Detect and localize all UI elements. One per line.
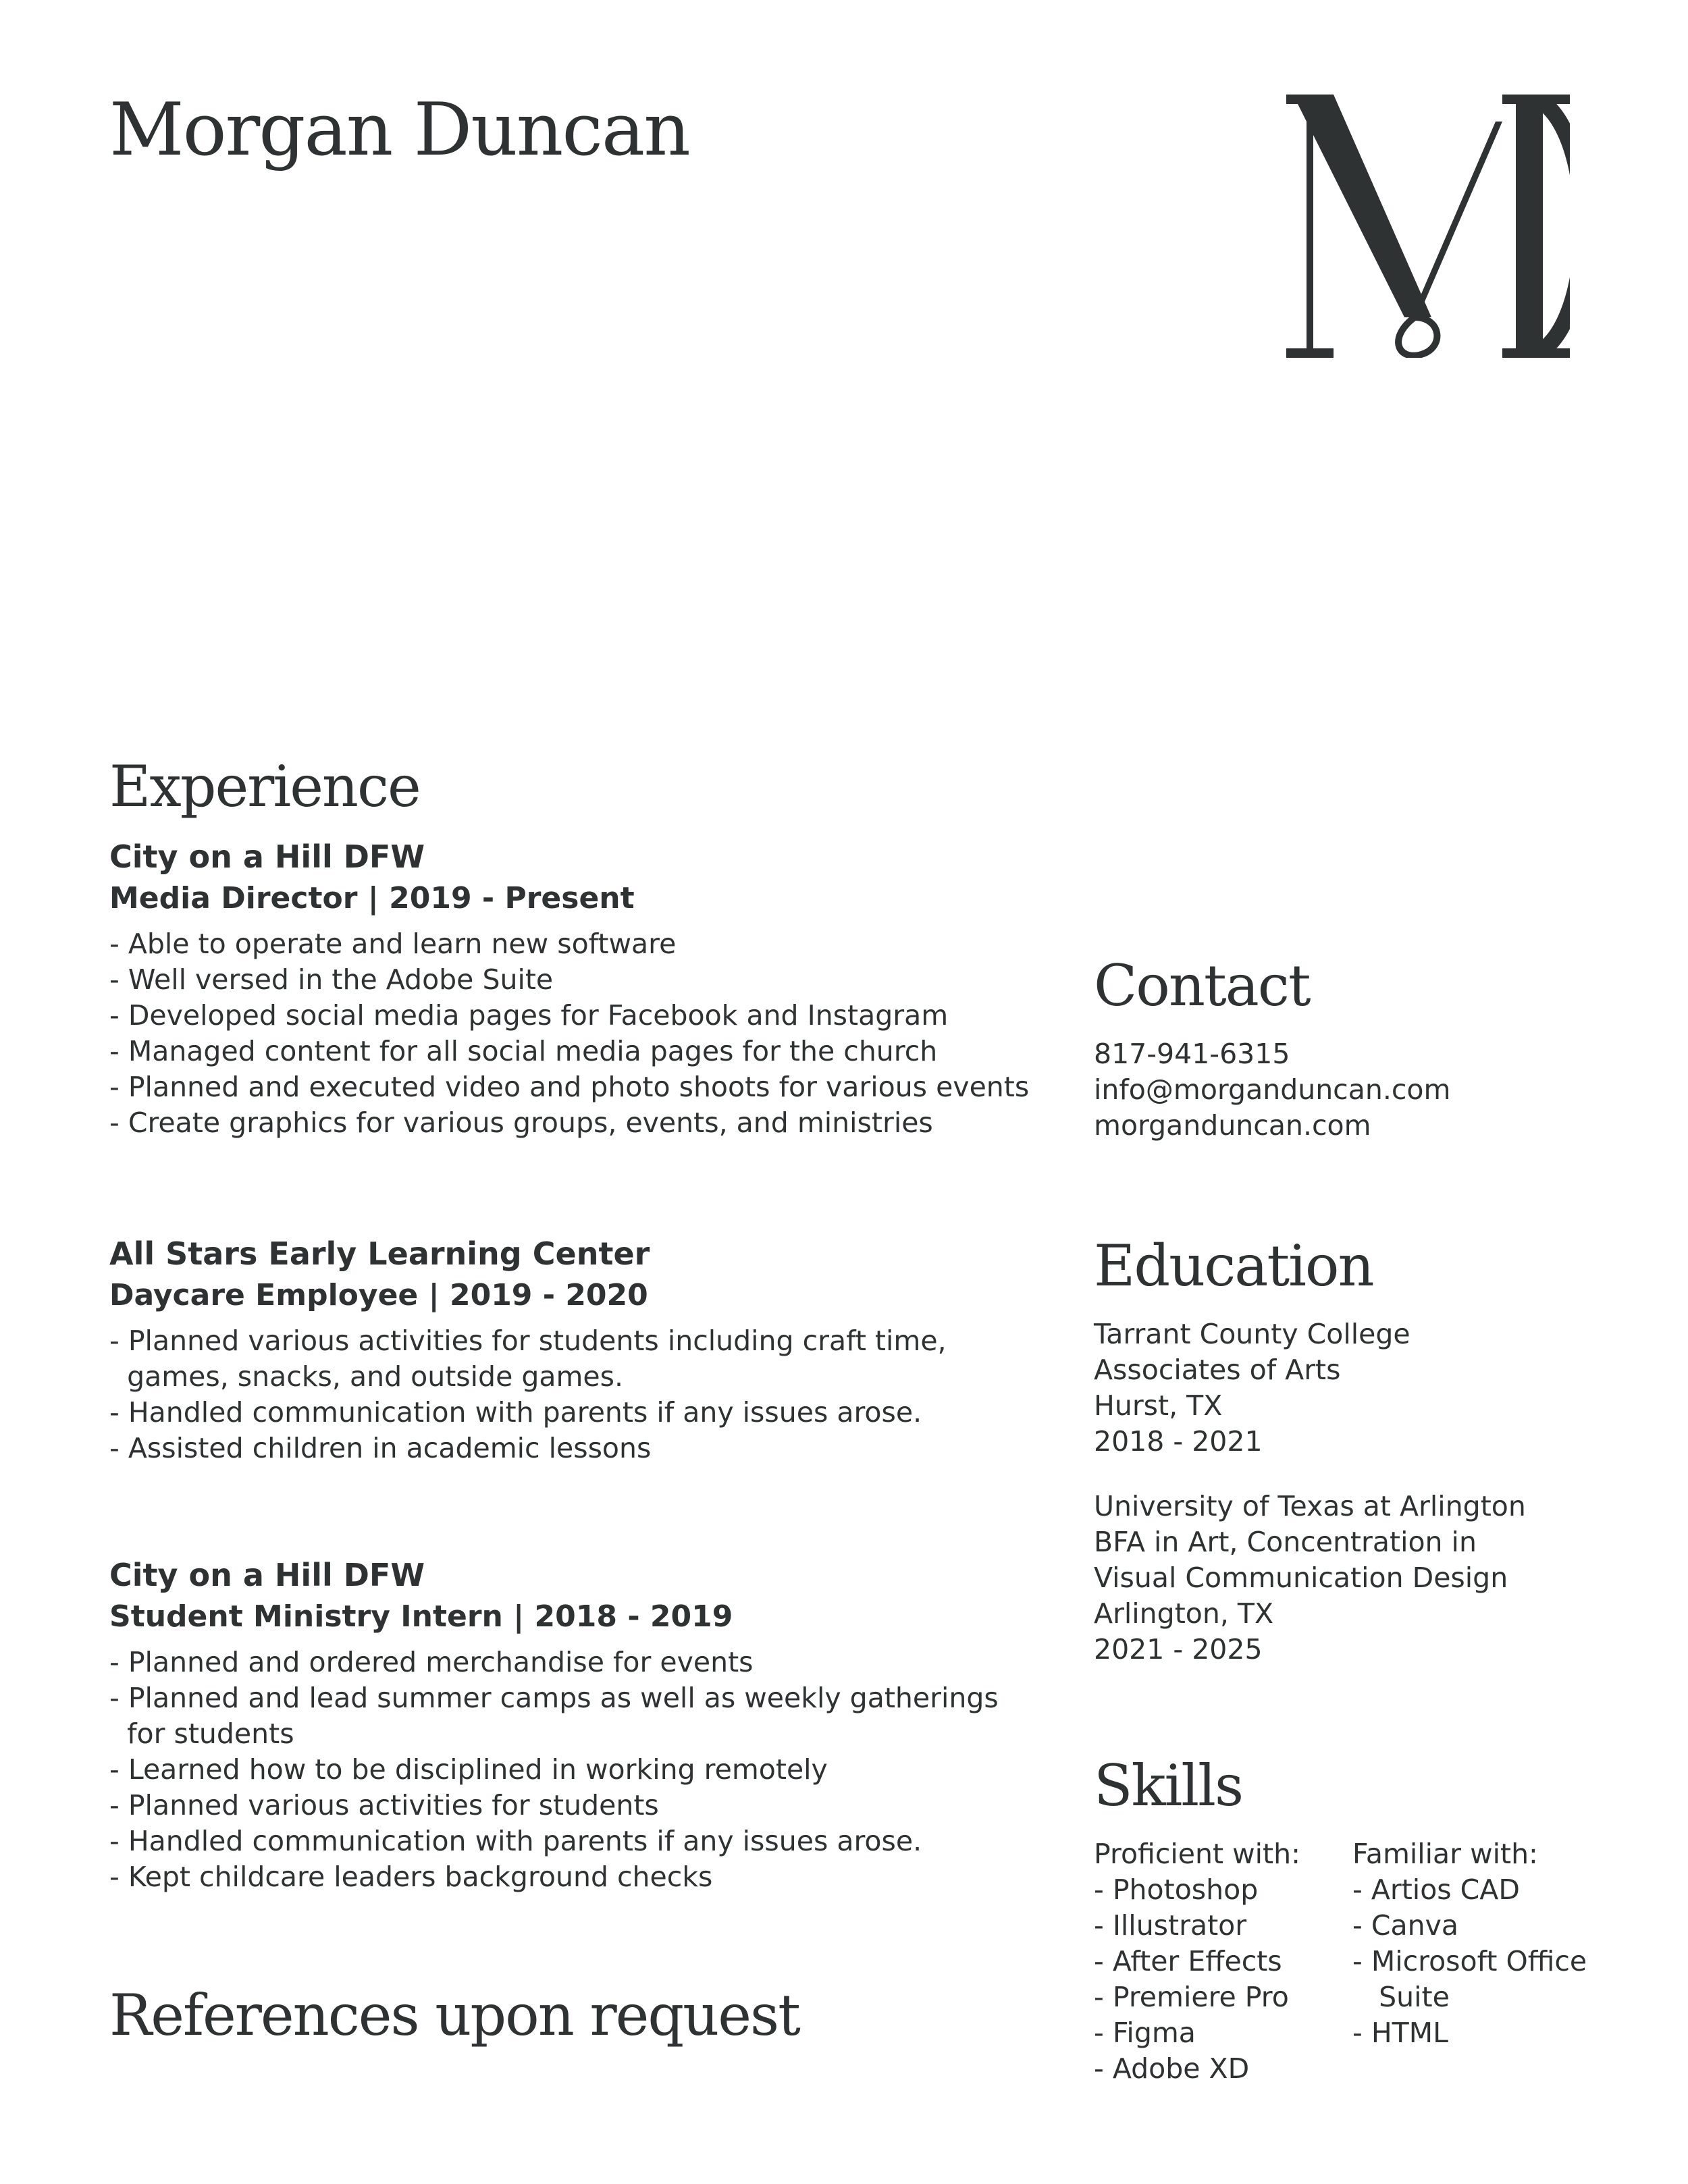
list-item: Hurst, TX [1094, 1389, 1223, 1422]
list-item: - Planned various activities for students including craft time, [109, 1325, 947, 1357]
education-entry [1094, 1489, 1634, 1668]
list-item: - Assisted children in academic lessons [109, 1432, 652, 1464]
contact-heading: Contact [1094, 953, 1310, 1019]
skills-columns [1094, 1836, 1634, 2106]
job-company: All Stars Early Learning Center [109, 1235, 650, 1272]
skills-heading: Skills [1094, 1753, 1243, 1819]
list-item: - Planned and lead summer camps as well as weekly gatherings [109, 1682, 999, 1714]
proficient-skills [1094, 1836, 1300, 2087]
job-entry [109, 1554, 1041, 1895]
list-item: - Managed content for all social media pages for the church [109, 1035, 938, 1067]
education-entry [1094, 1316, 1634, 1460]
list-item: 2018 - 2021 [1094, 1425, 1263, 1458]
list-item: - Premiere Pro [1094, 1981, 1289, 2013]
list-item: University of Texas at Arlington [1094, 1490, 1526, 1522]
list-item: Visual Communication Design [1094, 1562, 1508, 1594]
job-role: Media Director | 2019 - Present [109, 881, 635, 915]
list-item: 2021 - 2025 [1094, 1633, 1263, 1666]
list-item: - Planned and ordered merchandise for events [109, 1646, 754, 1678]
job-bullets [109, 926, 1041, 1141]
contact-phone: 817-941-6315 [1094, 1038, 1290, 1070]
list-item: - Create graphics for various groups, events, and ministries [109, 1107, 933, 1139]
list-item: Tarrant County College [1094, 1318, 1410, 1350]
list-item: - Kept childcare leaders background checks [109, 1861, 713, 1893]
list-item: BFA in Art, Concentration in [1094, 1526, 1477, 1558]
list-item: - Planned and executed video and photo shoots for various events [109, 1071, 1030, 1103]
job-role: Student Ministry Intern | 2018 - 2019 [109, 1599, 733, 1634]
job-entry [109, 836, 1041, 1141]
list-item: - Microsoft Office [1352, 1945, 1587, 1977]
references-note: References upon request [109, 1982, 799, 2048]
list-item: for students [109, 1717, 294, 1750]
list-item: - Well versed in the Adobe Suite [109, 963, 554, 996]
job-entry [109, 1233, 1041, 1466]
job-bullets [109, 1323, 1041, 1466]
experience-heading: Experience [109, 753, 420, 820]
list-item: - Planned various activities for students [109, 1789, 659, 1821]
list-item: - Handled communication with parents if any issues arose. [109, 1825, 922, 1857]
skills-label: Proficient with: [1094, 1838, 1300, 1870]
list-item: - Illustrator [1094, 1909, 1247, 1942]
contact-block [1094, 1036, 1634, 1144]
job-bullets [109, 1645, 1041, 1895]
candidate-name: Morgan Duncan [109, 88, 689, 172]
education-heading: Education [1094, 1233, 1373, 1299]
list-item: Suite [1352, 1981, 1450, 2013]
list-item: - Canva [1352, 1909, 1458, 1942]
job-company: City on a Hill DFW [109, 838, 425, 875]
list-item: - HTML [1352, 2017, 1448, 2049]
job-role: Daycare Employee | 2019 - 2020 [109, 1278, 648, 1312]
list-item: Arlington, TX [1094, 1597, 1274, 1630]
md-monogram-logo [1286, 95, 1570, 358]
skills-label: Familiar with: [1352, 1838, 1538, 1870]
list-item: games, snacks, and outside games. [109, 1360, 624, 1393]
list-item: - Able to operate and learn new software [109, 928, 677, 960]
contact-website: morganduncan.com [1094, 1109, 1371, 1142]
list-item: - Handled communication with parents if any issues arose. [109, 1396, 922, 1429]
list-item: - Figma [1094, 2017, 1196, 2049]
familiar-skills [1352, 1836, 1587, 2051]
list-item: - Developed social media pages for Facebook and Instagram [109, 999, 949, 1032]
list-item: Associates of Arts [1094, 1354, 1341, 1386]
list-item: - Photoshop [1094, 1873, 1259, 1906]
list-item: - Artios CAD [1352, 1873, 1520, 1906]
job-company: City on a Hill DFW [109, 1557, 425, 1593]
list-item: - After Effects [1094, 1945, 1282, 1977]
list-item: - Adobe XD [1094, 2052, 1250, 2085]
list-item: - Learned how to be disciplined in working remotely [109, 1753, 828, 1786]
contact-email: info@morganduncan.com [1094, 1073, 1451, 1106]
